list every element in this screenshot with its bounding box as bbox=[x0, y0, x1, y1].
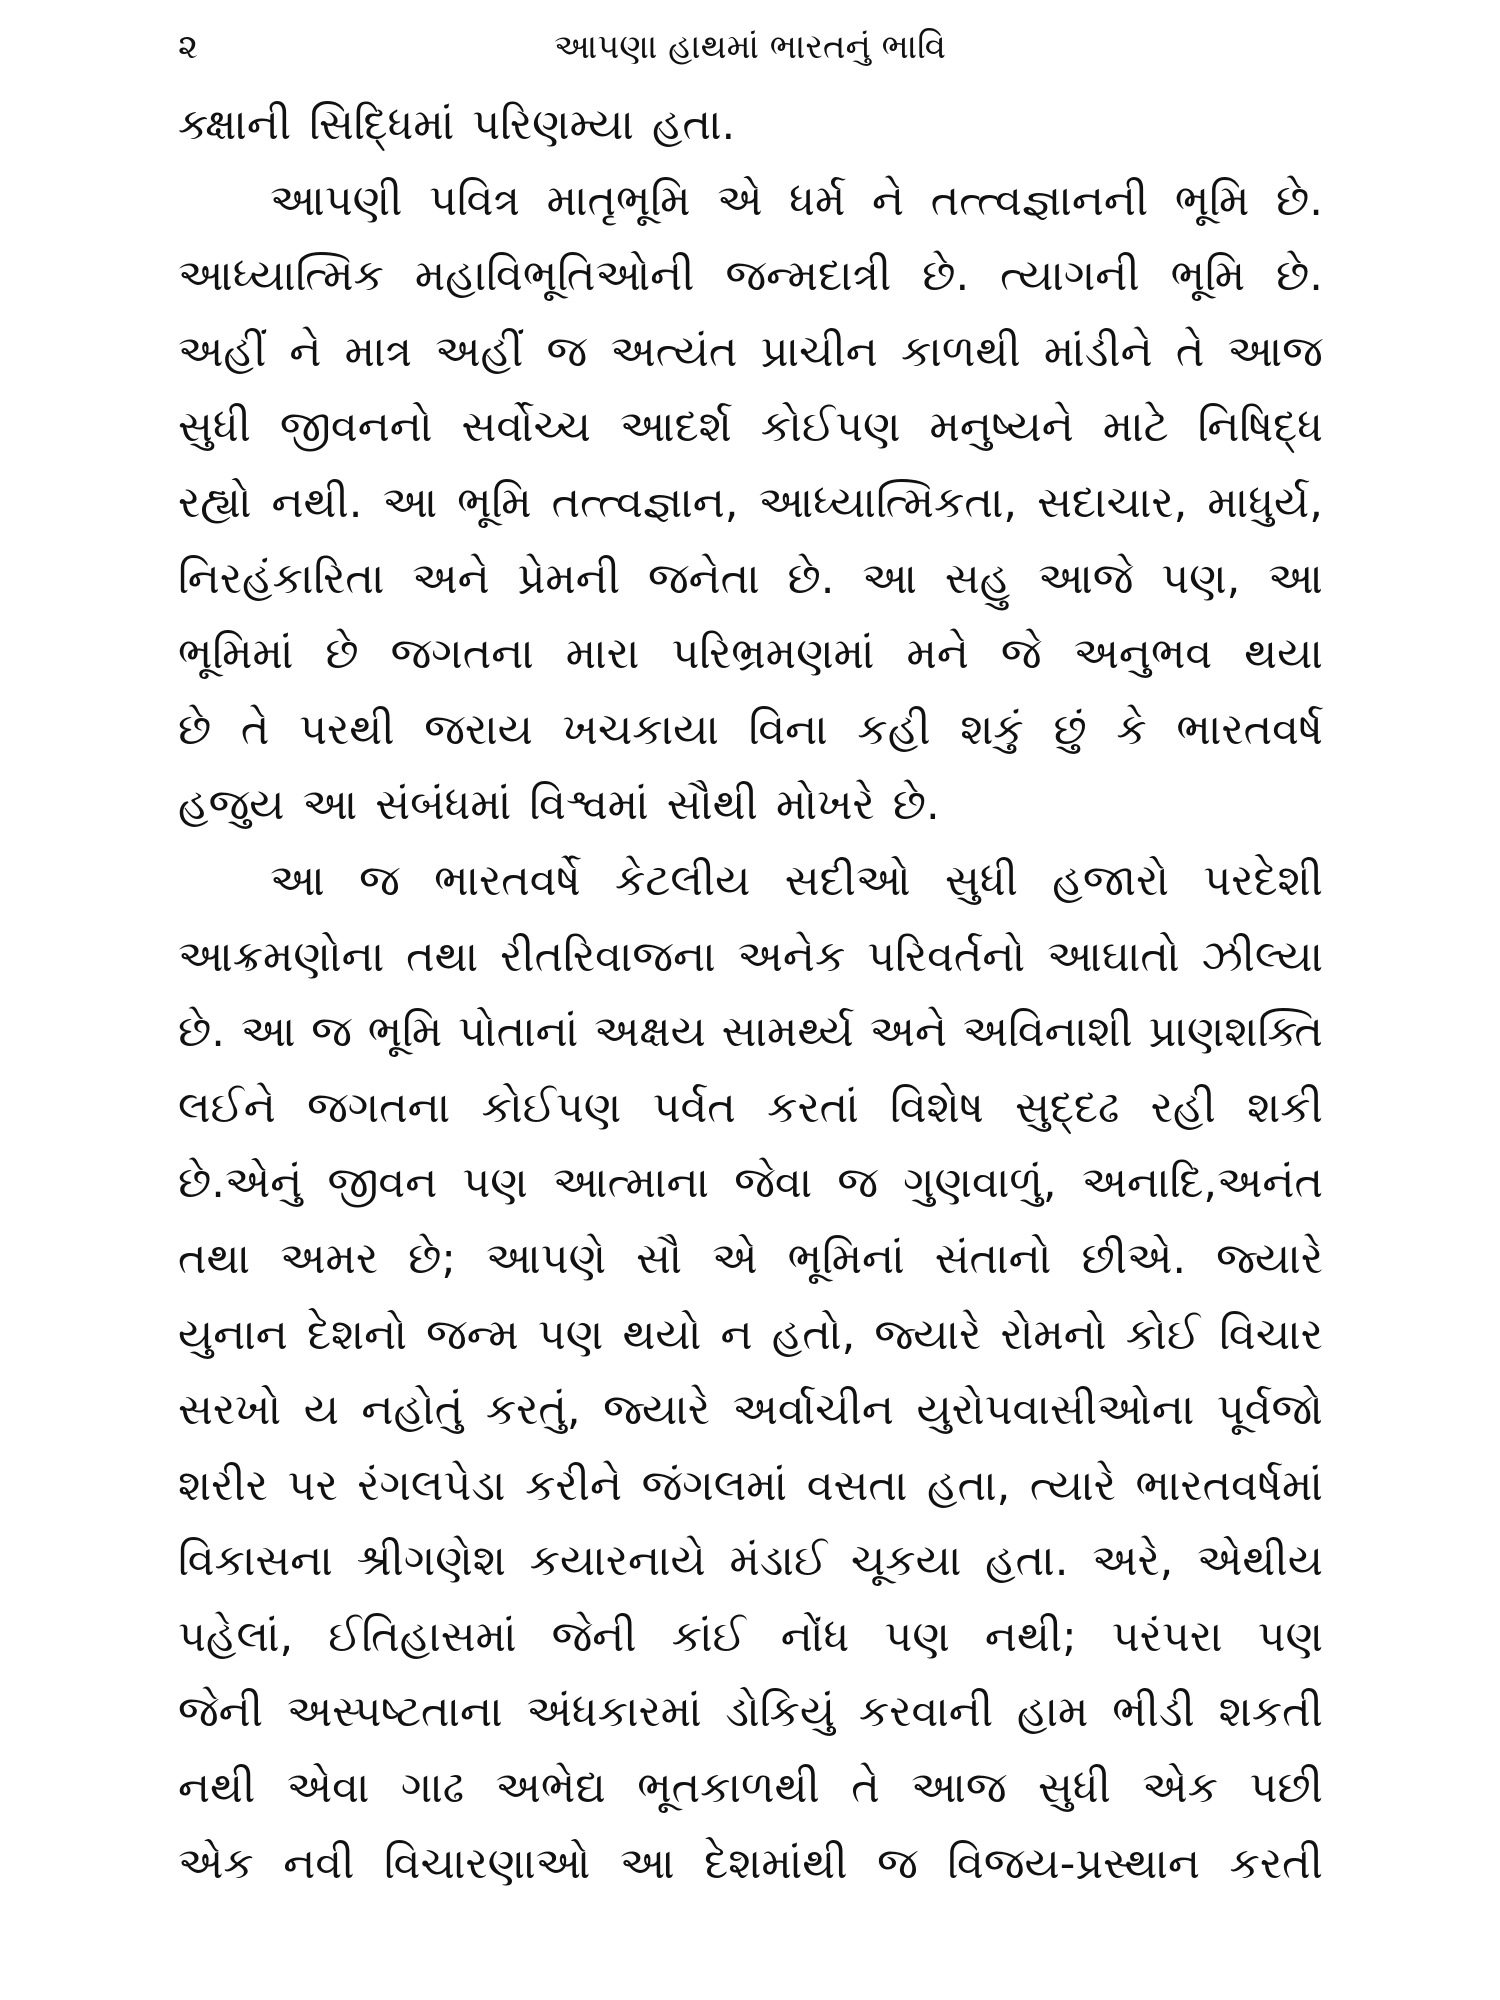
word: એવા bbox=[286, 1763, 370, 1814]
word: થયા bbox=[1244, 629, 1323, 680]
word: ગુણવાળું, bbox=[903, 1158, 1057, 1209]
word: શકતી bbox=[1218, 1687, 1323, 1738]
word: છે. bbox=[787, 553, 835, 604]
word: જ bbox=[311, 1007, 352, 1058]
word: પર્વત bbox=[652, 1082, 736, 1133]
text-line bbox=[178, 315, 1323, 391]
word: કયારનાયે bbox=[529, 1536, 706, 1587]
word: આક્રમણોના bbox=[178, 931, 385, 982]
word: ભૂમિ bbox=[457, 477, 532, 528]
word: તે bbox=[240, 704, 270, 755]
word: છીએ. bbox=[1081, 1233, 1187, 1284]
word: જ bbox=[837, 1158, 879, 1209]
word: અક્ષય bbox=[594, 1007, 706, 1058]
word: આધ્યાત્મિક bbox=[178, 251, 384, 302]
word: વિના bbox=[748, 704, 828, 755]
word: જ્યારે bbox=[874, 1309, 982, 1360]
text-line bbox=[178, 617, 1323, 693]
word: એ bbox=[717, 175, 763, 226]
word: કરતું, bbox=[485, 1385, 581, 1436]
word: આ bbox=[302, 780, 358, 831]
word: વિશેષ bbox=[890, 1082, 984, 1133]
word: જન્મ bbox=[426, 1309, 519, 1360]
word: પણ bbox=[537, 1309, 604, 1360]
word: જ્યારે bbox=[603, 1385, 710, 1436]
word: પણ bbox=[462, 1158, 528, 1209]
word: છે.એનું bbox=[178, 1158, 303, 1209]
word: અહીં bbox=[178, 326, 267, 377]
word: મંડાઈ bbox=[729, 1536, 828, 1587]
word: હજુય bbox=[178, 780, 285, 831]
text-line bbox=[178, 1071, 1323, 1147]
text-line bbox=[178, 768, 1323, 844]
word: હતા. bbox=[651, 100, 736, 150]
word: તે bbox=[1175, 326, 1205, 377]
word: દેશનો bbox=[306, 1309, 407, 1360]
word: છે. bbox=[1275, 175, 1323, 226]
word: ભૂમિ bbox=[1174, 175, 1250, 226]
word: રંગલપેડા bbox=[357, 1460, 506, 1511]
word: નિરહંકારિતા bbox=[178, 553, 385, 604]
word: કેટલીય bbox=[614, 855, 751, 906]
word: આજ bbox=[1227, 326, 1323, 377]
word: તત્ત્વજ્ઞાનની bbox=[930, 175, 1149, 226]
text-line bbox=[178, 995, 1323, 1071]
word: દેશમાંથી bbox=[704, 1838, 848, 1889]
word: પોતાનાં bbox=[457, 1007, 579, 1058]
text-line bbox=[178, 693, 1323, 769]
word: યુરોપવાસીઓના bbox=[916, 1385, 1195, 1436]
word: મહાવિભૂતિઓની bbox=[414, 251, 695, 302]
word: તત્ત્વજ્ઞાન, bbox=[551, 477, 739, 528]
text-line bbox=[178, 164, 1323, 240]
word: એ bbox=[712, 1233, 758, 1284]
word: પરિવર્તનો bbox=[867, 931, 1026, 982]
word: વસતા bbox=[806, 1460, 908, 1511]
text-line bbox=[178, 239, 1323, 315]
word: માંડીને bbox=[1043, 326, 1153, 377]
text-line bbox=[178, 1827, 1323, 1903]
word: શકી bbox=[1247, 1082, 1323, 1133]
word: કોઈ bbox=[1125, 1309, 1201, 1360]
word: જ bbox=[877, 1838, 918, 1889]
word: પણ bbox=[1257, 1611, 1323, 1662]
word: કોઈપણ bbox=[760, 402, 901, 453]
word: ને bbox=[871, 175, 905, 226]
word: માટે bbox=[1102, 402, 1169, 453]
word: હામ bbox=[1016, 1687, 1089, 1738]
word: આજે bbox=[1038, 553, 1134, 604]
word: ન bbox=[720, 1309, 753, 1360]
word: લઈને bbox=[178, 1082, 276, 1133]
word: આધ્યાત્મિકતા, bbox=[758, 477, 1018, 528]
word: નહોતું bbox=[361, 1385, 464, 1436]
word: જંગલમાં bbox=[641, 1460, 788, 1511]
word: હતા. bbox=[985, 1536, 1069, 1587]
word: સહુ bbox=[944, 553, 1011, 604]
word: ચૂકયા bbox=[850, 1536, 962, 1587]
word: ભૂમિ bbox=[1170, 251, 1246, 302]
word: જીવન bbox=[327, 1158, 438, 1209]
word: પ્રાણશક્તિ bbox=[1148, 1007, 1323, 1058]
word: જેની bbox=[551, 1611, 637, 1662]
word: જગતના bbox=[307, 1082, 451, 1133]
word: સદીઓ bbox=[784, 855, 911, 906]
word: સંતાનો bbox=[934, 1233, 1052, 1284]
word: કે bbox=[1116, 704, 1147, 755]
word: કરતી bbox=[1229, 1838, 1323, 1889]
word: વિચારણાઓ bbox=[383, 1838, 591, 1889]
word: અભેદ્ય bbox=[495, 1763, 606, 1814]
word: આ bbox=[382, 477, 438, 528]
word: અર્વાચીન bbox=[732, 1385, 894, 1436]
word: છું bbox=[1053, 704, 1087, 755]
word: પર bbox=[287, 1460, 338, 1511]
word: પવિત્ર bbox=[429, 175, 520, 226]
word: સર્વોચ્ચ bbox=[461, 402, 591, 453]
text-line bbox=[178, 1751, 1323, 1827]
word: છે. bbox=[1276, 251, 1323, 302]
word: જ્યારે bbox=[1216, 1233, 1323, 1284]
word: ભૂતકાળથી bbox=[637, 1763, 820, 1814]
word: અને bbox=[412, 553, 490, 604]
word: અત્યંત bbox=[610, 326, 738, 377]
word: યુનાન bbox=[178, 1309, 288, 1360]
word: આજ bbox=[911, 1763, 1007, 1814]
word: પૂર્વજો bbox=[1216, 1385, 1323, 1436]
word: તથા bbox=[178, 1233, 251, 1284]
word: આત્માના bbox=[552, 1158, 710, 1209]
word: પરંપરા bbox=[1111, 1611, 1223, 1662]
word: પ્રાચીન bbox=[760, 326, 878, 377]
word: કાંઈ bbox=[671, 1611, 746, 1662]
word: સૌથી bbox=[666, 780, 758, 831]
word: અનેક bbox=[737, 931, 846, 982]
word: શરીર bbox=[178, 1460, 268, 1511]
word: એથીય bbox=[1197, 1536, 1323, 1587]
word: સુદ્દઢ bbox=[1015, 1082, 1120, 1133]
word: વિકાસના bbox=[178, 1536, 333, 1587]
word: માતૃભૂમિ bbox=[546, 175, 691, 226]
word: ભારતવર્ષે bbox=[434, 855, 581, 906]
word: છે; bbox=[408, 1233, 456, 1284]
word: આ bbox=[1268, 553, 1323, 604]
text-line bbox=[178, 1524, 1323, 1600]
word: રીતરિવાજના bbox=[500, 931, 716, 982]
word: પણ, bbox=[1161, 553, 1241, 604]
word: જેની bbox=[178, 1687, 264, 1738]
word: છે. bbox=[922, 251, 970, 302]
word: પરદેશી bbox=[1203, 855, 1323, 906]
word: રહ્યો bbox=[178, 477, 252, 528]
word: અરે, bbox=[1092, 1536, 1174, 1587]
word: સદાચાર, bbox=[1037, 477, 1188, 528]
word: આદર્શ bbox=[619, 402, 732, 453]
word: ભારતવર્ષમાં bbox=[1135, 1460, 1323, 1511]
word: અવિનાશી bbox=[962, 1007, 1133, 1058]
word: વિચાર bbox=[1219, 1309, 1323, 1360]
word: શ્રીગણેશ bbox=[356, 1536, 506, 1587]
word: નોંધ bbox=[780, 1611, 850, 1662]
text-line bbox=[178, 542, 1323, 618]
word: જન્મદાત્રી bbox=[725, 251, 892, 302]
word: ગાઢ bbox=[400, 1763, 465, 1814]
word: તે bbox=[851, 1763, 880, 1814]
word: હતા, bbox=[927, 1460, 1011, 1511]
word: જેવા bbox=[734, 1158, 813, 1209]
word: માત્ર bbox=[344, 326, 412, 377]
word: અને bbox=[869, 1007, 947, 1058]
word: નથી; bbox=[984, 1611, 1077, 1662]
text-line bbox=[178, 88, 1323, 164]
word: આ bbox=[270, 855, 325, 906]
word: ભીડી bbox=[1112, 1687, 1195, 1738]
word: અમર bbox=[280, 1233, 379, 1284]
word: ને bbox=[289, 326, 322, 377]
word: સૌ bbox=[636, 1233, 683, 1284]
word: પણ bbox=[884, 1611, 950, 1662]
word: સંબંધમાં bbox=[375, 780, 512, 831]
word: જ bbox=[359, 855, 400, 906]
word: મને bbox=[906, 629, 969, 680]
word: એક bbox=[1142, 1763, 1219, 1814]
text-line bbox=[178, 1600, 1323, 1676]
word: અનાદિ,અનંત bbox=[1081, 1158, 1323, 1209]
word: પછી bbox=[1249, 1763, 1323, 1814]
word: નથી bbox=[178, 1763, 256, 1814]
word: ડોકિયું bbox=[725, 1687, 836, 1738]
running-title: આપણા હાથમાં ભારતનું ભાવિ bbox=[553, 27, 946, 67]
word: નિષિદ્ધ bbox=[1197, 402, 1323, 453]
text-line bbox=[178, 1373, 1323, 1449]
word: આઘાતો bbox=[1047, 931, 1180, 982]
word: ખચકાયા bbox=[562, 704, 719, 755]
page-number: ૨ bbox=[178, 27, 198, 67]
word: ઈતિહાસમાં bbox=[328, 1611, 517, 1662]
word: તથા bbox=[406, 931, 479, 982]
running-header bbox=[178, 22, 1322, 72]
text-line bbox=[178, 1222, 1323, 1298]
word: એક bbox=[178, 1838, 254, 1889]
word: જનેતા bbox=[647, 553, 760, 604]
text-line bbox=[178, 1298, 1323, 1374]
word: જરાય bbox=[424, 704, 533, 755]
word: સુધી bbox=[945, 855, 1018, 906]
word: જ bbox=[546, 326, 588, 377]
word: થયો bbox=[622, 1309, 702, 1360]
word: ઝીલ્યા bbox=[1201, 931, 1323, 982]
word: અહીં bbox=[435, 326, 524, 377]
word: પરિભ્રમણમાં bbox=[671, 629, 875, 680]
word: મોખરે bbox=[775, 780, 875, 831]
word: સુધી bbox=[1037, 1763, 1111, 1814]
word: આપણે bbox=[485, 1233, 607, 1284]
word: આ bbox=[862, 553, 917, 604]
word: રહી bbox=[1150, 1082, 1216, 1133]
word: નવી bbox=[283, 1838, 355, 1889]
word: અંધકારમાં bbox=[526, 1687, 702, 1738]
word: અસ્પષ્ટતાના bbox=[286, 1687, 503, 1738]
word: છે. bbox=[178, 1007, 225, 1058]
word: મારા bbox=[565, 629, 640, 680]
word: છે. bbox=[892, 780, 940, 831]
word: મનુષ્યને bbox=[929, 402, 1074, 453]
word: પ્રેમની bbox=[517, 553, 621, 604]
word: વિશ્વમાં bbox=[529, 780, 649, 831]
word: વિજય-પ્રસ્થાન bbox=[947, 1838, 1200, 1889]
word: પરિણમ્યા bbox=[472, 100, 634, 150]
text-line bbox=[178, 1146, 1323, 1222]
word: ત્યાગની bbox=[1000, 251, 1140, 302]
body-text bbox=[178, 88, 1323, 1902]
word: ભારતવર્ષ bbox=[1176, 704, 1323, 755]
word: અનુભવ bbox=[1073, 629, 1213, 680]
word: ત્યારે bbox=[1029, 1460, 1116, 1511]
word: હજારો bbox=[1052, 855, 1169, 906]
word: જીવનનો bbox=[279, 402, 433, 453]
word: સામર્થ્ય bbox=[721, 1007, 854, 1058]
word: ય bbox=[303, 1385, 339, 1436]
word: કોઈપણ bbox=[481, 1082, 622, 1133]
text-line bbox=[178, 844, 1323, 920]
word: આપણી bbox=[270, 175, 403, 226]
word: ધર્મ bbox=[789, 175, 846, 226]
word: છે bbox=[178, 704, 212, 755]
word: સરખો bbox=[178, 1385, 282, 1436]
word: ક્ક્ષાની bbox=[178, 100, 292, 150]
word: પરથી bbox=[299, 704, 395, 755]
word: સિદ્ધિમાં bbox=[309, 100, 455, 150]
word: કરવાની bbox=[858, 1687, 994, 1738]
word: આ bbox=[619, 1838, 675, 1889]
word: જગતના bbox=[390, 629, 534, 680]
word: નથી. bbox=[271, 477, 363, 528]
word: જે bbox=[1000, 629, 1042, 680]
word: કરીને bbox=[525, 1460, 623, 1511]
word: માધુર્ય, bbox=[1207, 477, 1323, 528]
word: આ bbox=[240, 1007, 296, 1058]
text-line bbox=[178, 1675, 1323, 1751]
text-line bbox=[178, 1449, 1323, 1525]
text-line bbox=[178, 466, 1323, 542]
word: ભૂમિ bbox=[367, 1007, 443, 1058]
word: કહી bbox=[857, 704, 931, 755]
word: ભૂમિનાં bbox=[787, 1233, 905, 1284]
word: પહેલાં, bbox=[178, 1611, 294, 1662]
word: શકું bbox=[960, 704, 1024, 755]
word: ભૂમિમાં bbox=[178, 629, 294, 680]
word: હતો, bbox=[771, 1309, 856, 1360]
word: રોમનો bbox=[1000, 1309, 1107, 1360]
text-line bbox=[178, 920, 1323, 996]
word: કરતાં bbox=[767, 1082, 859, 1133]
word: સુધી bbox=[178, 402, 251, 453]
text-line bbox=[178, 390, 1323, 466]
word: કાળથી bbox=[900, 326, 1021, 377]
word: છે bbox=[325, 629, 359, 680]
